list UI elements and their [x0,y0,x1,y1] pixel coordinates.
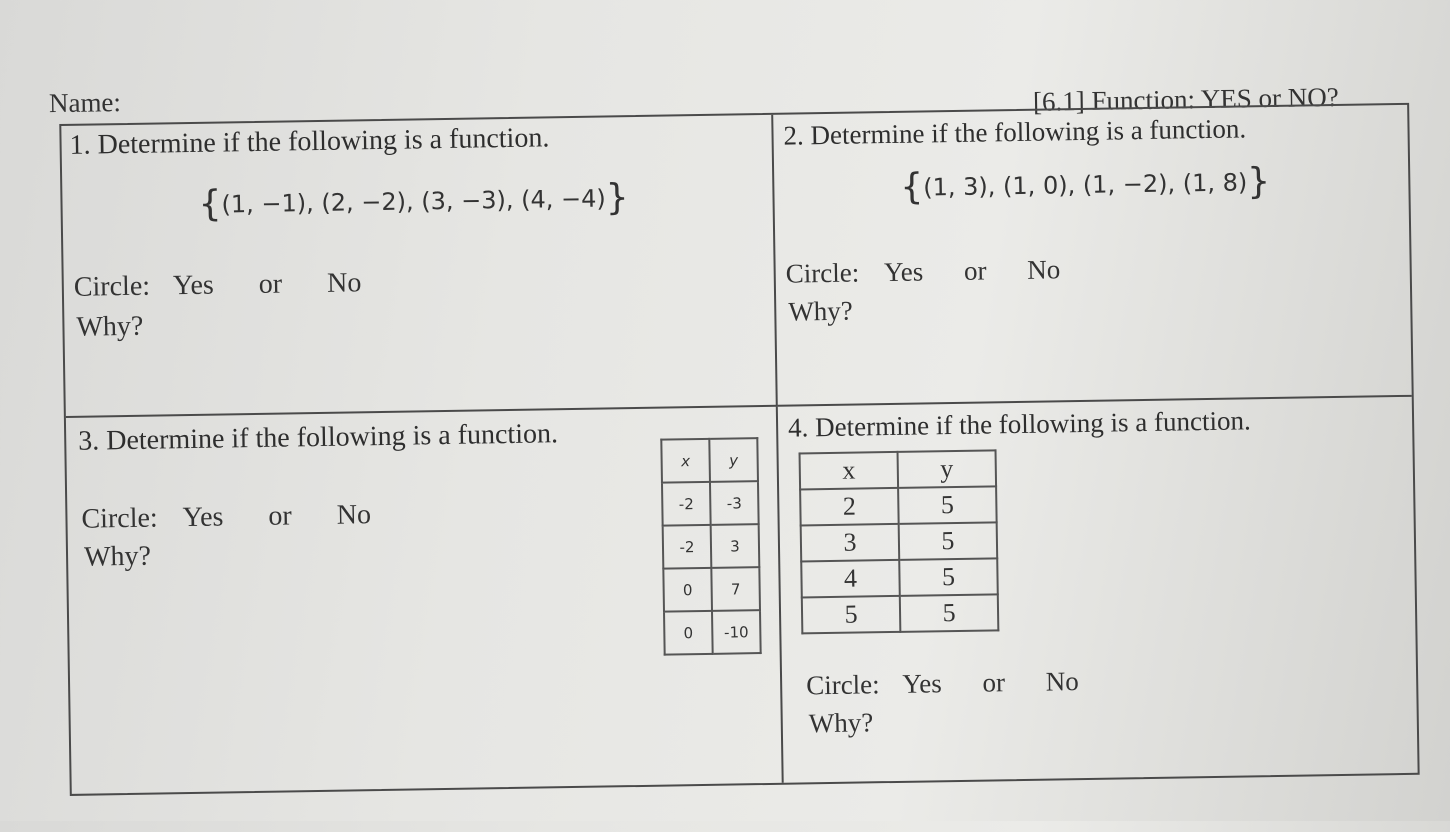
question-4-prompt: 4. Determine if the following is a function. [787,405,1251,443]
cell-x: 2 [800,488,899,526]
question-1-cell [61,115,777,418]
or-label: or [963,255,987,286]
no-option[interactable]: No [1045,666,1079,697]
set-close-brace: } [1246,161,1271,203]
question-1-circle-row [74,267,362,304]
cell-y: 5 [899,558,998,596]
why-label: Why? [76,310,144,343]
why-label: Why? [808,707,874,739]
lesson-title: [6.1] Function: YES or NO? [1032,81,1339,117]
cell-y: 5 [898,486,997,524]
question-2-set-pairs: (1, 3), (1, 0), (1, −2), (1, 8) [923,168,1248,202]
yes-option[interactable]: Yes [172,269,215,302]
name-label: Name: [48,87,122,119]
cell-y: 5 [900,594,999,632]
cell-x: -2 [663,525,712,569]
question-4-circle-row [806,666,1079,701]
cell-x: 0 [663,568,712,612]
question-1-set [198,177,629,225]
header-y: y [898,450,997,488]
table-row [801,558,998,597]
table-row [801,522,998,561]
cell-y: 5 [899,522,998,560]
question-grid [59,103,1419,796]
cell-y: -10 [712,610,761,654]
why-label: Why? [83,540,152,573]
yes-option[interactable]: Yes [902,668,942,699]
question-1-set-pairs: (1, −1), (2, −2), (3, −3), (4, −4) [221,184,606,219]
no-option[interactable]: No [326,267,362,299]
table-row [663,524,760,569]
question-2-cell [773,105,1412,407]
or-label: or [982,667,1006,698]
table-row [800,486,997,525]
yes-option[interactable]: Yes [182,501,224,534]
question-1-prompt: 1. Determine if the following is a function. [69,122,550,161]
no-option[interactable]: No [1026,254,1061,285]
circle-label: Circle: [785,257,860,289]
question-3-circle-row [81,499,371,536]
question-2-prompt: 2. Determine if the following is a function. [783,113,1247,151]
circle-label: Circle: [81,502,158,535]
cell-x: 0 [664,611,713,655]
set-open-brace: { [198,183,222,225]
table-row [663,567,760,612]
cell-x: -2 [662,482,711,526]
question-4-cell [778,397,1418,783]
circle-label: Circle: [73,270,151,303]
question-2-set [900,161,1270,208]
table-row [664,610,761,655]
question-3-cell [66,407,784,794]
header-y: y [709,438,758,482]
table-row [662,481,759,526]
set-close-brace: } [605,177,629,219]
table-header-row [800,450,997,489]
question-3-table [660,437,761,656]
cell-y: -3 [710,481,759,525]
question-4-table [799,449,1000,634]
question-3-prompt: 3. Determine if the following is a function. [78,418,559,457]
or-label: or [268,500,292,532]
table-row [802,594,999,633]
circle-label: Circle: [805,669,880,701]
table-header-row [661,438,758,483]
set-open-brace: { [900,166,924,208]
header-x: x [661,439,710,483]
cell-y: 7 [711,567,760,611]
cell-x: 4 [801,560,900,598]
header-x: x [800,452,899,490]
cell-x: 3 [801,524,900,562]
cell-x: 5 [802,596,901,634]
why-label: Why? [788,295,854,327]
no-option[interactable]: No [336,499,372,531]
or-label: or [258,268,283,300]
yes-option[interactable]: Yes [883,256,924,288]
question-2-circle-row [785,254,1060,289]
cell-y: 3 [711,524,760,568]
